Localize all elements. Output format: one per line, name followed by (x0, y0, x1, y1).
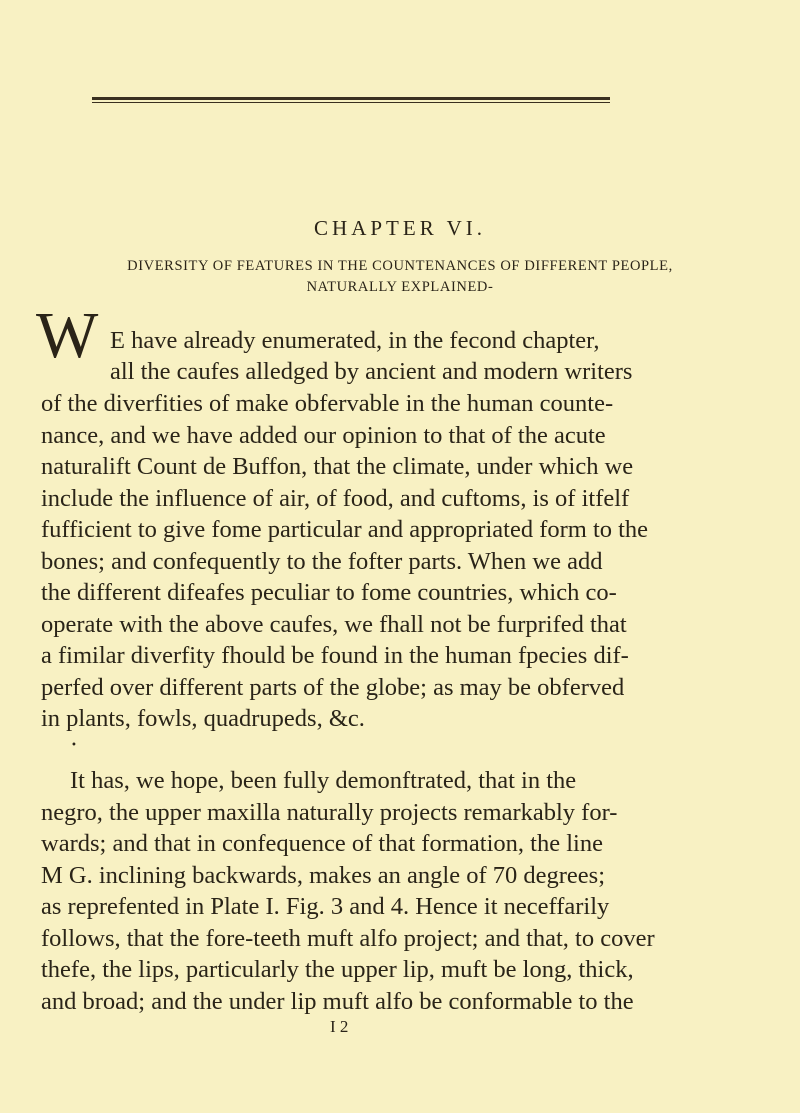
paragraph-1-line-8: bones; and confequently to the fofter parts. When we add (41, 548, 603, 575)
paragraph-1-line-13: in plants, fowls, quadrupeds, &c. (41, 705, 365, 732)
paragraph-1-line-11: a fimilar diverfity fhould be found in the human fpecies dif- (41, 642, 629, 669)
paragraph-2-line-1: It has, we hope, been fully demonftrated, that in the (70, 767, 577, 794)
paragraph-1-line-10: operate with the above caufes, we fhall not be furprifed that (41, 611, 627, 638)
signature-mark: I 2 (330, 1017, 349, 1036)
paragraph-2-line-7: thefe, the lips, particularly the upper lip, muft be long, thick, (41, 956, 634, 983)
paragraph-2-line-2: negro, the upper maxilla naturally projects remarkably for- (41, 799, 618, 826)
paragraph-2-line-5: as reprefented in Plate I. Fig. 3 and 4. Hence it neceffarily (41, 893, 610, 920)
chapter-subtitle-line-1: DIVERSITY OF FEATURES IN THE COUNTENANCES OF DIFFERENT PEOPLE, (127, 258, 673, 274)
chapter-title: CHAPTER VI. (314, 216, 486, 240)
paragraph-1-line-6: include the influence of air, of food, and cuftoms, is of itfelf (41, 485, 630, 512)
paragraph-1-line-9: the different difeafes peculiar to fome countries, which co- (41, 579, 617, 606)
chapter-subtitle-line-2: NATURALLY EXPLAINED- (306, 279, 494, 295)
paragraph-1-line-1: E have already enumerated, in the fecond chapter, (110, 327, 600, 354)
paragraph-2-line-8: and broad; and the under lip muft alfo be conformable to the (41, 988, 634, 1015)
header-rule-thick (92, 97, 610, 100)
paragraph-1-line-2: all the caufes alledged by ancient and modern writers (110, 358, 633, 385)
paragraph-2-line-4: M G. inclining backwards, makes an angle of 70 degrees; (41, 862, 606, 889)
paragraph-1-line-5: naturalift Count de Buffon, that the climate, under which we (41, 453, 634, 480)
paragraph-1-line-4: nance, and we have added our opinion to that of the acute (41, 422, 606, 449)
header-rule-thin (92, 102, 610, 103)
paragraph-2-line-6: follows, that the fore-teeth muft alfo project; and that, to cover (41, 925, 655, 952)
drop-cap: W (36, 299, 99, 372)
paragraph-1-line-7: fufficient to give fome particular and appropriated form to the (41, 516, 649, 543)
paragraph-2-line-3: wards; and that in confequence of that formation, the line (41, 830, 603, 857)
ornament: • (71, 740, 77, 751)
paragraph-1-line-12: perfed over different parts of the globe; as may be obferved (41, 674, 625, 701)
paragraph-1-line-3: of the diverfities of make obfervable in the human counte- (41, 390, 614, 417)
